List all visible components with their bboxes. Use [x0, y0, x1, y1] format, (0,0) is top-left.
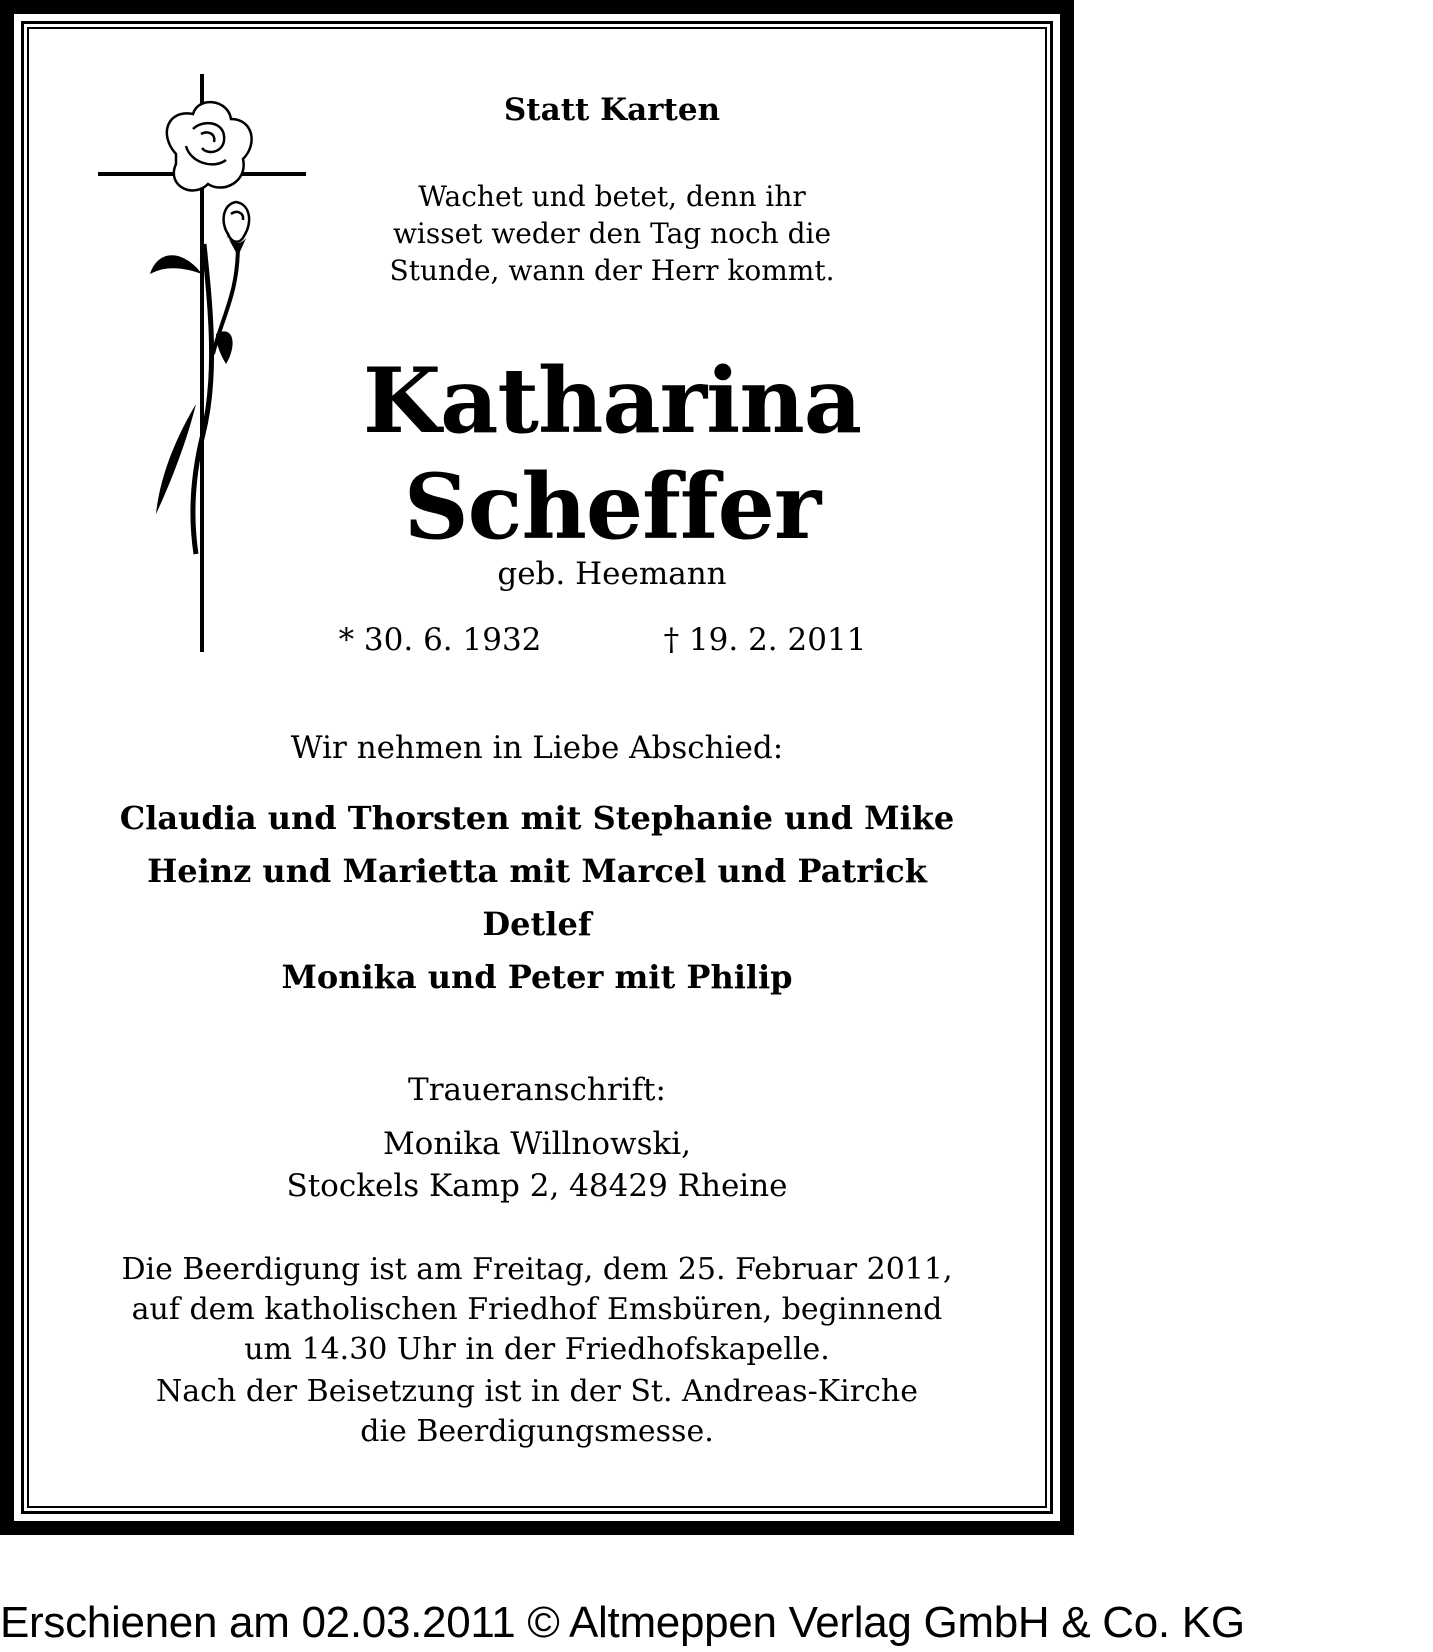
funeral-line: Die Beerdigung ist am Freitag, dem 25. Februar 2011, — [121, 1252, 953, 1287]
mass-details — [156, 1372, 918, 1452]
mourner-line: Monika und Peter mit Philip — [281, 958, 793, 996]
mass-line: die Beerdigungsmesse. — [360, 1414, 714, 1449]
mourner-line: Detlef — [482, 905, 592, 943]
mourning-address — [286, 1123, 787, 1207]
verse-line: Wachet und betet, denn ihr — [418, 180, 806, 213]
funeral-line: um 14.30 Uhr in der Friedhofskapelle. — [244, 1332, 830, 1367]
address-heading: Traueranschrift: — [408, 1072, 666, 1108]
bible-verse — [390, 178, 835, 289]
mass-line: Nach der Beisetzung ist in der St. Andreas-Kirche — [156, 1374, 918, 1409]
funeral-line: auf dem katholischen Friedhof Emsbüren, beginnend — [131, 1292, 943, 1327]
funeral-details — [121, 1250, 952, 1370]
address-line: Stockels Kamp 2, 48429 Rheine — [286, 1168, 788, 1204]
notice-header: Statt Karten — [503, 92, 721, 128]
mourner-line: Claudia und Thorsten mit Stephanie und Mike — [119, 799, 955, 837]
last-name: Scheffer — [403, 454, 821, 560]
cross-with-rose-icon — [98, 74, 308, 654]
maiden-name: geb. Heemann — [497, 556, 727, 592]
publication-footer: Erschienen am 02.03.2011 © Altmeppen Verlag GmbH & Co. KG — [0, 1598, 1245, 1647]
mourner-line: Heinz und Marietta mit Marcel und Patrick — [147, 852, 927, 890]
mourners-list — [120, 792, 955, 1004]
first-name: Katharina — [362, 348, 862, 454]
verse-line: Stunde, wann der Herr kommt. — [389, 254, 835, 287]
address-line: Monika Willnowski, — [382, 1126, 692, 1162]
verse-line: wisset weder den Tag noch die — [392, 217, 832, 250]
death-date: † 19. 2. 2011 — [663, 622, 867, 658]
deceased-name — [363, 348, 861, 560]
birth-date: * 30. 6. 1932 — [338, 622, 542, 658]
farewell-intro: Wir nehmen in Liebe Abschied: — [290, 730, 784, 766]
